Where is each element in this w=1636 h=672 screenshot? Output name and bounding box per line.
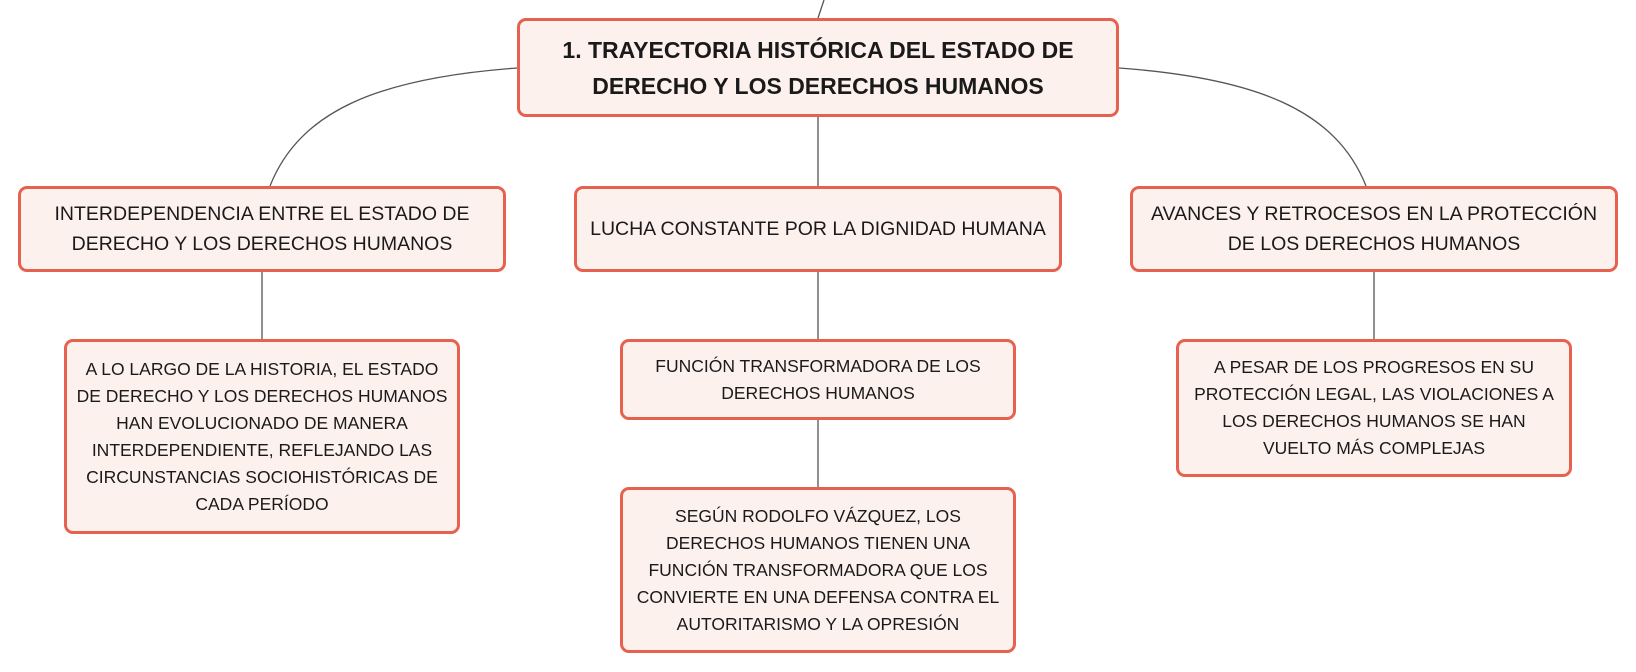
subtopic-label-evolucion-historica: A LO LARGO DE LA HISTORIA, EL ESTADO DE DERECHO Y LOS DERECHOS HUMANOS HAN EVOLUCIONADO DE MANERA INTERDEPENDIENTE, REFLEJANDO LAS CIRCUNSTANCIAS SOCIOHISTÓRICAS DE CADA PERÍODO <box>76 358 448 514</box>
connector-root-to-branch-left <box>270 68 517 186</box>
branch-node-avances-retrocesos[interactable] <box>1130 186 1618 272</box>
subtopic-node-evolucion-historica[interactable] <box>64 339 460 534</box>
branch-label-interdependencia: INTERDEPENDENCIA ENTRE EL ESTADO DE DERECHO Y LOS DERECHOS HUMANOS <box>54 203 470 255</box>
subtopic-node-funcion-transformadora[interactable] <box>620 339 1016 420</box>
subtopic-label-rodolfo-vazquez: SEGÚN RODOLFO VÁZQUEZ, LOS DERECHOS HUMANOS TIENEN UNA FUNCIÓN TRANSFORMADORA QUE LOS CONVIERTE EN UNA DEFENSA CONTRA EL AUTORITARISMO Y LA OPRESIÓN <box>636 505 1000 634</box>
subtopic-node-violaciones-complejas[interactable] <box>1176 339 1572 477</box>
connector-parent-to-root <box>818 0 824 18</box>
branch-label-avances-retrocesos: AVANCES Y RETROCESOS EN LA PROTECCIÓN DE LOS DERECHOS HUMANOS <box>1150 203 1598 255</box>
subtopic-node-rodolfo-vazquez[interactable] <box>620 487 1016 653</box>
branch-label-lucha-dignidad: LUCHA CONSTANTE POR LA DIGNIDAD HUMANA <box>590 218 1046 240</box>
branch-node-interdependencia[interactable] <box>18 186 506 272</box>
branch-node-lucha-dignidad[interactable] <box>574 186 1062 272</box>
subtopic-label-violaciones-complejas: A PESAR DE LOS PROGRESOS EN SU PROTECCIÓN LEGAL, LAS VIOLACIONES A LOS DERECHOS HUMANOS SE HAN VUELTO MÁS COMPLEJAS <box>1194 357 1554 458</box>
root-topic-node[interactable] <box>517 18 1119 117</box>
connector-root-to-branch-right <box>1119 68 1366 186</box>
subtopic-label-funcion-transformadora: FUNCIÓN TRANSFORMADORA DE LOS DERECHOS HUMANOS <box>655 355 981 403</box>
root-topic-label: 1. TRAYECTORIA HISTÓRICA DEL ESTADO DE DERECHO Y LOS DERECHOS HUMANOS <box>562 36 1074 99</box>
